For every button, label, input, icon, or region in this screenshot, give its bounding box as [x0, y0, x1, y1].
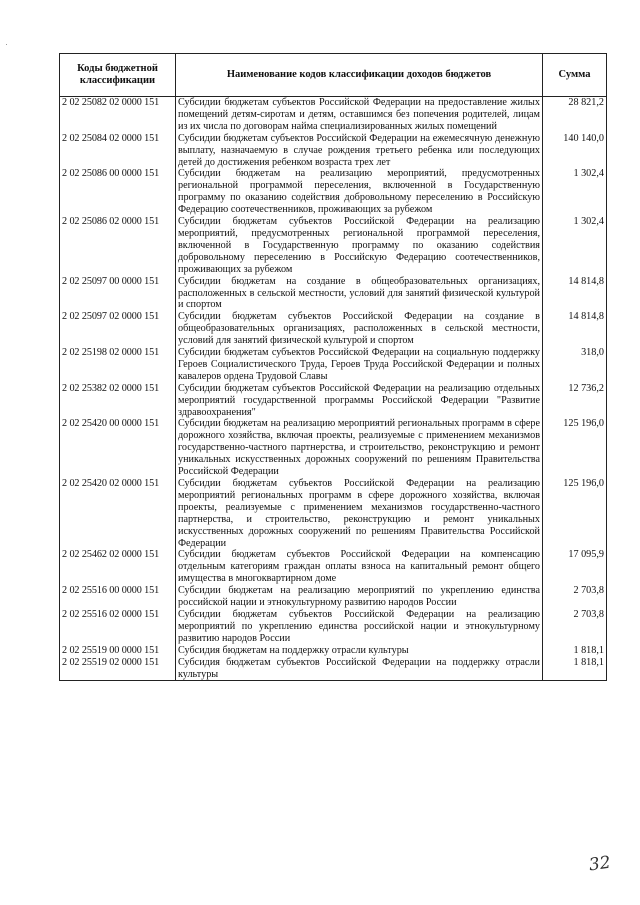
- name-cell: Субсидии бюджетам на реализацию мероприятий, предусмотренных региональной программой переселения, включенной в Государственную программу по оказанию содействия добровольному переселению в Российскую Федерацию соотечественников, проживающих за рубежом: [176, 168, 543, 216]
- code-cell: 2 02 25420 02 0000 151: [60, 478, 176, 549]
- amount-cell: 318,0: [543, 347, 607, 383]
- code-cell: 2 02 25097 02 0000 151: [60, 311, 176, 347]
- amount-cell: 17 095,9: [543, 549, 607, 585]
- name-cell: Субсидия бюджетам на поддержку отрасли культуры: [176, 645, 543, 657]
- amount-cell: 125 196,0: [543, 418, 607, 478]
- table-row: [60, 168, 607, 216]
- name-cell: Субсидии бюджетам субъектов Российской Федерации на реализацию мероприятий, предусмотренных региональной программой переселения, включенной в Государственную программу по оказанию содействия добровольному переселению в Российскую Федерацию соотечественников, проживающих за рубежом: [176, 216, 543, 276]
- amount-cell: 14 814,8: [543, 311, 607, 347]
- amount-cell: 1 302,4: [543, 168, 607, 216]
- name-cell: Субсидии бюджетам субъектов Российской Федерации на реализацию мероприятий региональных программ в сфере дорожного хозяйства, включая проекты, реализуемые с применением механизмов государственно-частного партнерства, и строительство, реконструкцию и ремонт уникальных искусственных дорожных сооружений по решениям Правительства Российской Федерации: [176, 478, 543, 549]
- code-cell: 2 02 25382 02 0000 151: [60, 383, 176, 419]
- table-row: [60, 276, 607, 312]
- amount-cell: 125 196,0: [543, 478, 607, 549]
- name-cell: Субсидии бюджетам субъектов Российской Федерации на реализацию отдельных мероприятий государственной программы Российской Федерации "Развитие здравоохранения": [176, 383, 543, 419]
- header-name: Наименование кодов классификации доходов бюджетов: [176, 54, 543, 97]
- code-cell: 2 02 25198 02 0000 151: [60, 347, 176, 383]
- table-row: [60, 133, 607, 169]
- name-cell: Субсидия бюджетам субъектов Российской Федерации на поддержку отрасли культуры: [176, 657, 543, 681]
- name-cell: Субсидии бюджетам на создание в общеобразовательных организациях, расположенных в сельской местности, условий для занятий физической культурой и спортом: [176, 276, 543, 312]
- amount-cell: 1 302,4: [543, 216, 607, 276]
- amount-cell: 2 703,8: [543, 609, 607, 645]
- amount-cell: 28 821,2: [543, 97, 607, 133]
- amount-cell: 1 818,1: [543, 657, 607, 681]
- name-cell: Субсидии бюджетам субъектов Российской Федерации на предоставление жилых помещений детям-сиротам и детям, оставшимся без попечения родителей, лицам из их числа по договорам найма специализированных жилых помещений: [176, 97, 543, 133]
- amount-cell: 1 818,1: [543, 645, 607, 657]
- amount-cell: 12 736,2: [543, 383, 607, 419]
- name-cell: Субсидии бюджетам субъектов Российской Федерации на социальную поддержку Героев Социалистического Труда, Героев Труда Российской Федерации и полных кавалеров ордена Трудовой Славы: [176, 347, 543, 383]
- scan-speck: [6, 44, 7, 45]
- code-cell: 2 02 25462 02 0000 151: [60, 549, 176, 585]
- table-row: [60, 347, 607, 383]
- table-row: [60, 383, 607, 419]
- code-cell: 2 02 25097 00 0000 151: [60, 276, 176, 312]
- table-row: [60, 585, 607, 609]
- table-row: [60, 645, 607, 657]
- table-row: [60, 657, 607, 681]
- name-cell: Субсидии бюджетам субъектов Российской Федерации на ежемесячную денежную выплату, назначаемую в случае рождения третьего ребенка или последующих детей до достижения ребенком возраста трех лет: [176, 133, 543, 169]
- budget-classification-table: [59, 53, 607, 681]
- code-cell: 2 02 25516 00 0000 151: [60, 585, 176, 609]
- table-row: [60, 418, 607, 478]
- code-cell: 2 02 25519 00 0000 151: [60, 645, 176, 657]
- table-header-row: [60, 54, 607, 97]
- table-row: [60, 216, 607, 276]
- table-row: [60, 478, 607, 549]
- name-cell: Субсидии бюджетам субъектов Российской Федерации на компенсацию отдельным категориям граждан оплаты взноса на капитальный ремонт общего имущества в многоквартирном доме: [176, 549, 543, 585]
- amount-cell: 140 140,0: [543, 133, 607, 169]
- code-cell: 2 02 25082 02 0000 151: [60, 97, 176, 133]
- code-cell: 2 02 25086 00 0000 151: [60, 168, 176, 216]
- code-cell: 2 02 25519 02 0000 151: [60, 657, 176, 681]
- code-cell: 2 02 25086 02 0000 151: [60, 216, 176, 276]
- table-row: [60, 311, 607, 347]
- table-row: [60, 549, 607, 585]
- name-cell: Субсидии бюджетам на реализацию мероприятий региональных программ в сфере дорожного хозяйства, включая проекты, реализуемые с применением механизмов государственно-частного партнерства, и строительство, реконструкцию и ремонт уникальных искусственных дорожных сооружений по решениям Правительства Российской Федерации: [176, 418, 543, 478]
- code-cell: 2 02 25420 00 0000 151: [60, 418, 176, 478]
- name-cell: Субсидии бюджетам субъектов Российской Федерации на создание в общеобразовательных организациях, расположенных в сельской местности, условий для занятий физической культурой и спортом: [176, 311, 543, 347]
- header-amount: Сумма: [543, 54, 607, 97]
- code-cell: 2 02 25084 02 0000 151: [60, 133, 176, 169]
- amount-cell: 14 814,8: [543, 276, 607, 312]
- page-number: 32: [587, 852, 612, 876]
- amount-cell: 2 703,8: [543, 585, 607, 609]
- table-row: [60, 97, 607, 133]
- header-code: Коды бюджетной классификации: [60, 54, 176, 97]
- name-cell: Субсидии бюджетам субъектов Российской Федерации на реализацию мероприятий по укреплению единства российской нации и этнокультурному развитию народов России: [176, 609, 543, 645]
- code-cell: 2 02 25516 02 0000 151: [60, 609, 176, 645]
- name-cell: Субсидии бюджетам на реализацию мероприятий по укреплению единства российской нации и этнокультурному развитию народов России: [176, 585, 543, 609]
- table-row: [60, 609, 607, 645]
